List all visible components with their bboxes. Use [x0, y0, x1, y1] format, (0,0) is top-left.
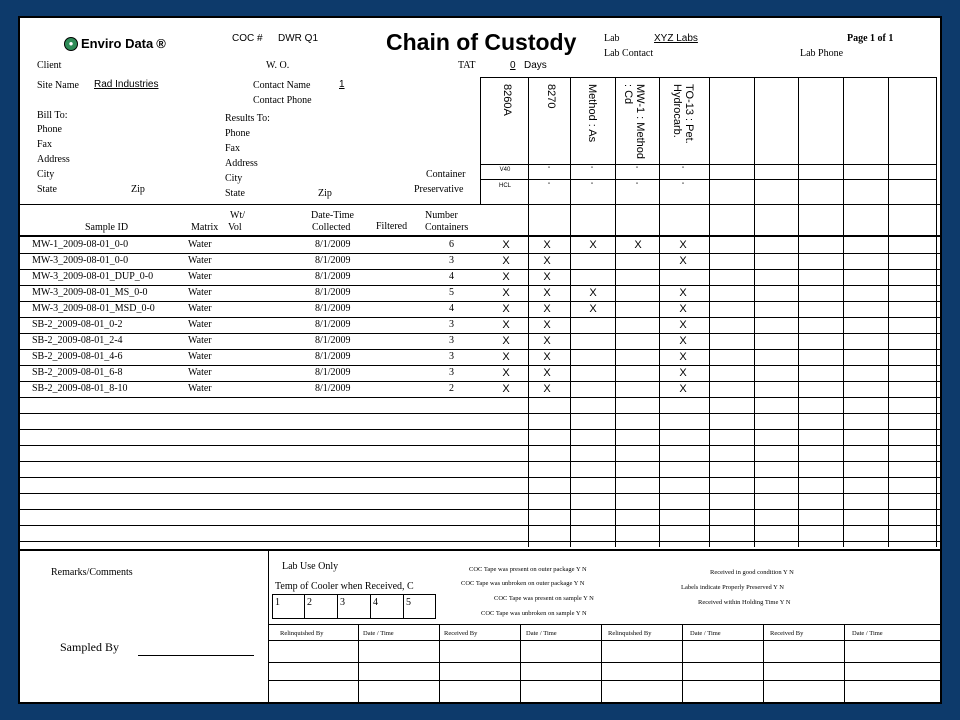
analysis-mark: X	[543, 335, 551, 347]
bill-to-label: Bill To:	[37, 110, 68, 121]
tat-label: TAT	[458, 60, 476, 71]
sig-v7	[844, 624, 845, 704]
sample-date: 8/1/2009	[315, 335, 351, 346]
col-containers: Containers	[425, 222, 469, 233]
temp-v3	[370, 594, 371, 619]
results-zip-label: Zip	[318, 188, 332, 199]
coc-number-value: DWR Q1	[278, 33, 318, 44]
sig-v6	[763, 624, 764, 704]
results-fax-label: Fax	[225, 143, 240, 154]
col-collected: Collected	[312, 222, 351, 233]
sig-header: Received By	[770, 630, 804, 637]
table-row-line	[20, 413, 940, 414]
sample-matrix: Water	[188, 367, 212, 378]
grid-v0	[480, 77, 481, 205]
coc-form	[18, 16, 942, 704]
temp-v4	[403, 594, 404, 619]
table-row-line	[20, 397, 940, 398]
sample-id: SB-2_2009-08-01_2-4	[32, 335, 123, 346]
analysis-mark: X	[502, 255, 510, 267]
page-title: Chain of Custody	[386, 29, 577, 55]
check-item: Labels indicate Properly Preserved Y N	[681, 584, 784, 591]
sample-count: 5	[449, 287, 454, 298]
tat-value: 0	[510, 60, 516, 71]
sample-id: MW-3_2009-08-01_MSD_0-0	[32, 303, 155, 314]
lab-value: XYZ Labs	[654, 33, 698, 44]
table-row-line	[20, 429, 940, 430]
check-item: COC Tape was unbroken on sample Y N	[481, 610, 587, 617]
col-number: Number	[425, 210, 458, 221]
col-sample-id: Sample ID	[85, 222, 129, 233]
sample-matrix: Water	[188, 383, 212, 394]
sample-matrix: Water	[188, 287, 212, 298]
sample-id: MW-3_2009-08-01_MS_0-0	[32, 287, 148, 298]
bill-city-label: City	[37, 169, 55, 180]
bill-phone-label: Phone	[37, 124, 62, 135]
container-code: "	[681, 167, 685, 173]
sig-v4	[601, 624, 602, 704]
check-item: COC Tape was unbroken on outer package Y N	[461, 580, 585, 587]
analysis-mark: X	[502, 271, 510, 283]
analysis-mark: X	[543, 367, 551, 379]
check-item: COC Tape was present on outer package Y N	[469, 566, 587, 573]
sample-matrix: Water	[188, 319, 212, 330]
table-row-line	[20, 301, 940, 302]
remarks-label: Remarks/Comments	[51, 567, 133, 578]
sig-header: Date / Time	[526, 630, 557, 637]
analysis-mark: X	[589, 303, 597, 315]
check-item: Received in good condition Y N	[710, 569, 794, 576]
analysis-mark: X	[543, 239, 551, 251]
col-wt: Wt/	[230, 210, 245, 221]
table-row-line	[20, 253, 940, 254]
analysis-mark: X	[679, 287, 687, 299]
sig-header: Date / Time	[690, 630, 721, 637]
results-address-label: Address	[225, 158, 258, 169]
sample-count: 3	[449, 255, 454, 266]
analysis-name: Method : As	[586, 84, 598, 143]
sample-date: 8/1/2009	[315, 255, 351, 266]
preservative-code: "	[681, 183, 685, 189]
sig-row-line	[268, 680, 940, 681]
bill-state-label: State	[37, 184, 57, 195]
sample-date: 8/1/2009	[315, 383, 351, 394]
analysis-mark: X	[502, 319, 510, 331]
preservative-code: "	[547, 183, 551, 189]
analysis-mark: X	[634, 239, 642, 251]
sample-id: MW-1_2009-08-01_0-0	[32, 239, 129, 250]
analysis-mark: X	[502, 239, 510, 251]
table-row-line	[20, 285, 940, 286]
page-number: Page 1 of 1	[847, 33, 894, 44]
results-state-label: State	[225, 188, 245, 199]
container-code: V40	[499, 167, 511, 173]
site-name-value: Rad Industries	[94, 79, 159, 90]
sample-id: SB-2_2009-08-01_4-6	[32, 351, 123, 362]
analysis-name: 8270	[545, 84, 557, 109]
table-row-line	[20, 269, 940, 270]
analysis-mark: X	[543, 303, 551, 315]
sample-matrix: Water	[188, 255, 212, 266]
analysis-mark: X	[543, 255, 551, 267]
sig-header: Relinquished By	[280, 630, 324, 637]
col-matrix: Matrix	[191, 222, 219, 233]
sample-count: 2	[449, 383, 454, 394]
table-row-line	[20, 333, 940, 334]
table-row-line	[20, 525, 940, 526]
sample-date: 8/1/2009	[315, 271, 351, 282]
sample-date: 8/1/2009	[315, 351, 351, 362]
company-logo	[64, 36, 166, 51]
cooler-temp-grid	[272, 594, 436, 619]
container-code: "	[635, 167, 639, 173]
table-row-line	[20, 477, 940, 478]
temp-cell[interactable]: 2	[307, 597, 312, 608]
analysis-mark: X	[502, 335, 510, 347]
analysis-mark: X	[543, 351, 551, 363]
sample-count: 4	[449, 303, 454, 314]
analysis-mark: X	[543, 271, 551, 283]
sample-count: 3	[449, 319, 454, 330]
preservative-code: "	[590, 183, 594, 189]
analysis-mark: X	[502, 367, 510, 379]
analysis-mark: X	[502, 383, 510, 395]
site-name-label: Site Name	[37, 80, 79, 91]
sig-header: Date / Time	[852, 630, 883, 637]
bill-address-label: Address	[37, 154, 70, 165]
col-filtered: Filtered	[376, 221, 408, 232]
sample-matrix: Water	[188, 303, 212, 314]
bill-fax-label: Fax	[37, 139, 52, 150]
analysis-mark: X	[589, 239, 597, 251]
analysis-mark: X	[543, 383, 551, 395]
sig-header: Relinquished By	[608, 630, 652, 637]
sig-v5	[682, 624, 683, 704]
sig-row-line	[268, 662, 940, 663]
contact-name-label: Contact Name	[253, 80, 311, 91]
temp-cell[interactable]: 5	[406, 597, 411, 608]
analysis-name: TO-13 : Pet. Hydrocarb.	[671, 84, 695, 144]
lab-label: Lab	[604, 33, 620, 44]
sig-header: Date / Time	[363, 630, 394, 637]
table-row-line	[20, 461, 940, 462]
tat-unit: Days	[524, 60, 547, 71]
analysis-mark: X	[679, 303, 687, 315]
sample-id: SB-2_2009-08-01_6-8	[32, 367, 123, 378]
sample-matrix: Water	[188, 271, 212, 282]
table-header-bottom	[20, 235, 940, 237]
analysis-mark: X	[679, 319, 687, 331]
sample-id: MW-3_2009-08-01_0-0	[32, 255, 129, 266]
analysis-mark: X	[502, 303, 510, 315]
client-label: Client	[37, 60, 62, 71]
analysis-mark: X	[543, 319, 551, 331]
preservative-code: "	[635, 183, 639, 189]
lab-use-only-label: Lab Use Only	[282, 561, 339, 572]
footer-divider	[268, 551, 269, 704]
cooler-temp-label: Temp of Cooler when Received, C	[275, 581, 414, 592]
table-row-line	[20, 349, 940, 350]
coc-number-label: COC #	[232, 33, 263, 44]
lab-contact-label: Lab Contact	[604, 48, 654, 59]
wo-label: W. O.	[266, 60, 290, 71]
sample-matrix: Water	[188, 335, 212, 346]
results-phone-label: Phone	[225, 128, 250, 139]
sampled-by-line	[138, 655, 254, 656]
sig-header: Received By	[444, 630, 478, 637]
col-date-time: Date-Time	[311, 210, 354, 221]
contact-name-value: 1	[339, 79, 345, 90]
sig-v3	[520, 624, 521, 704]
sig-v1	[358, 624, 359, 704]
sample-date: 8/1/2009	[315, 319, 351, 330]
temp-v2	[337, 594, 338, 619]
sample-id: MW-3_2009-08-01_DUP_0-0	[32, 271, 154, 282]
analysis-mark: X	[543, 287, 551, 299]
sample-date: 8/1/2009	[315, 287, 351, 298]
analysis-mark: X	[502, 287, 510, 299]
preservative-code: HCL	[498, 183, 511, 189]
contact-phone-label: Contact Phone	[253, 95, 312, 106]
table-row-line	[20, 509, 940, 510]
bill-zip-label: Zip	[131, 184, 145, 195]
check-item: Received within Holding Time Y N	[698, 599, 791, 606]
sample-count: 3	[449, 367, 454, 378]
sample-date: 8/1/2009	[315, 239, 351, 250]
analysis-mark: X	[679, 367, 687, 379]
registered-mark: ®	[156, 36, 166, 51]
analysis-mark: X	[679, 239, 687, 251]
check-item: COC Tape was present on sample Y N	[494, 595, 594, 602]
table-row-line	[20, 381, 940, 382]
analysis-preservative-line	[480, 179, 936, 180]
temp-v1	[304, 594, 305, 619]
logo-text: Enviro Data	[81, 36, 154, 51]
temp-cell[interactable]: 3	[340, 597, 345, 608]
container-code: "	[590, 167, 594, 173]
sample-id: SB-2_2009-08-01_8-10	[32, 383, 128, 394]
sample-date: 8/1/2009	[315, 303, 351, 314]
temp-cell[interactable]: 1	[275, 597, 280, 608]
temp-cell[interactable]: 4	[373, 597, 378, 608]
table-row-line	[20, 317, 940, 318]
table-row-line	[20, 365, 940, 366]
analysis-mark: X	[679, 335, 687, 347]
container-label: Container	[426, 169, 466, 180]
sample-date: 8/1/2009	[315, 367, 351, 378]
container-code: "	[547, 167, 551, 173]
analysis-mark: X	[679, 383, 687, 395]
sig-v2	[439, 624, 440, 704]
sig-top-line	[268, 624, 940, 625]
sample-count: 6	[449, 239, 454, 250]
table-row-line	[20, 493, 940, 494]
table-bottom-line	[20, 549, 940, 551]
analysis-name: MW-1 : Method : Cd	[622, 84, 646, 159]
analysis-mark: X	[679, 255, 687, 267]
table-row-line	[20, 445, 940, 446]
sig-header-line	[268, 640, 940, 641]
results-to-label: Results To:	[225, 113, 270, 124]
sample-matrix: Water	[188, 351, 212, 362]
lab-phone-label: Lab Phone	[800, 48, 844, 59]
sample-count: 3	[449, 351, 454, 362]
results-city-label: City	[225, 173, 243, 184]
analysis-mark: X	[589, 287, 597, 299]
sample-count: 3	[449, 335, 454, 346]
analysis-mark: X	[679, 351, 687, 363]
analysis-name: 8260A	[501, 84, 513, 116]
sample-id: SB-2_2009-08-01_0-2	[32, 319, 123, 330]
preservative-label: Preservative	[414, 184, 464, 195]
analysis-container-line	[480, 164, 936, 165]
leaf-icon: ●	[64, 37, 78, 51]
analysis-top-line	[480, 77, 936, 78]
sample-matrix: Water	[188, 239, 212, 250]
table-header-top	[20, 204, 940, 205]
sampled-by-label: Sampled By	[60, 640, 119, 654]
sample-count: 4	[449, 271, 454, 282]
analysis-mark: X	[502, 351, 510, 363]
col-vol: Vol	[228, 222, 242, 233]
table-row-line	[20, 541, 940, 542]
